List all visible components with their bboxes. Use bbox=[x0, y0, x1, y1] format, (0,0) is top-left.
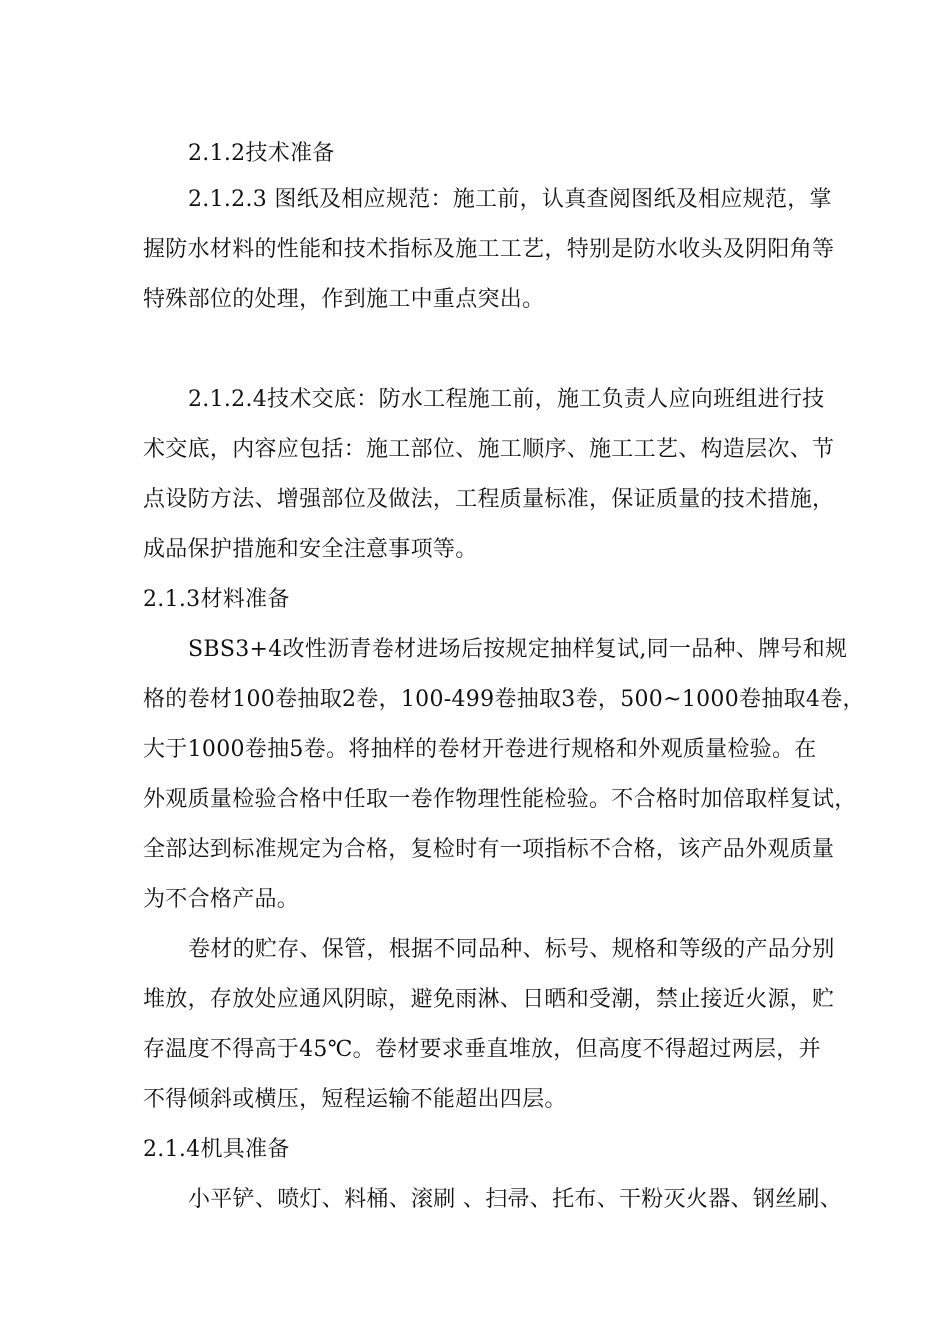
paragraph-line: 卷材的贮存、保管，根据不同品种、标号、规格和等级的产品分别 bbox=[188, 937, 835, 962]
paragraph-line: 特殊部位的处理，作到施工中重点突出。 bbox=[143, 287, 545, 312]
section-heading-2-1-4: 2.1.4机具准备 bbox=[143, 1137, 290, 1162]
section-heading-2-1-3: 2.1.3材料准备 bbox=[143, 587, 290, 612]
paragraph-line: 全部达到标准规定为合格，复检时有一项指标不合格，该产品外观质量 bbox=[143, 837, 835, 862]
paragraph-line: 不得倾斜或横压，短程运输不能超出四层。 bbox=[143, 1087, 567, 1112]
paragraph-line: 术交底，内容应包括：施工部位、施工顺序、施工工艺、构造层次、节 bbox=[143, 437, 835, 462]
paragraph-line: 堆放，存放处应通风阴晾，避免雨淋、日晒和受潮，禁止接近火源，贮 bbox=[143, 987, 835, 1012]
paragraph-line: 成品保护措施和安全注意事项等。 bbox=[143, 537, 478, 562]
paragraph-line: 小平铲、喷灯、料桶、滚刷 、扫帚、托布、干粉灭火器、钢丝刷、 bbox=[188, 1187, 842, 1212]
paragraph-line: 2.1.2.3 图纸及相应规范：施工前，认真查阅图纸及相应规范，掌 bbox=[188, 187, 832, 212]
paragraph-line: 为不合格产品。 bbox=[143, 887, 300, 912]
paragraph-line: 点设防方法、增强部位及做法，工程质量标准，保证质量的技术措施， bbox=[143, 487, 835, 512]
section-heading-2-1-2: 2.1.2技术准备 bbox=[188, 141, 335, 166]
paragraph-line: 握防水材料的性能和技术指标及施工工艺，特别是防水收头及阴阳角等 bbox=[143, 237, 835, 262]
paragraph-line: SBS3+4改性沥青卷材进场后按规定抽样复试,同一品种、牌号和规 bbox=[188, 637, 848, 662]
paragraph-line: 存温度不得高于45℃。卷材要求垂直堆放，但高度不得超过两层，并 bbox=[143, 1037, 821, 1062]
paragraph-line: 格的卷材100卷抽取2卷，100-499卷抽取3卷，500~1000卷抽取4卷， bbox=[143, 687, 865, 712]
paragraph-line: 大于1000卷抽5卷。将抽样的卷材开卷进行规格和外观质量检验。在 bbox=[143, 737, 817, 762]
paragraph-line: 外观质量检验合格中任取一卷作物理性能检验。不合格时加倍取样复试， bbox=[143, 787, 857, 812]
paragraph-line: 2.1.2.4技术交底：防水工程施工前，施工负责人应向班组进行技 bbox=[188, 387, 825, 412]
